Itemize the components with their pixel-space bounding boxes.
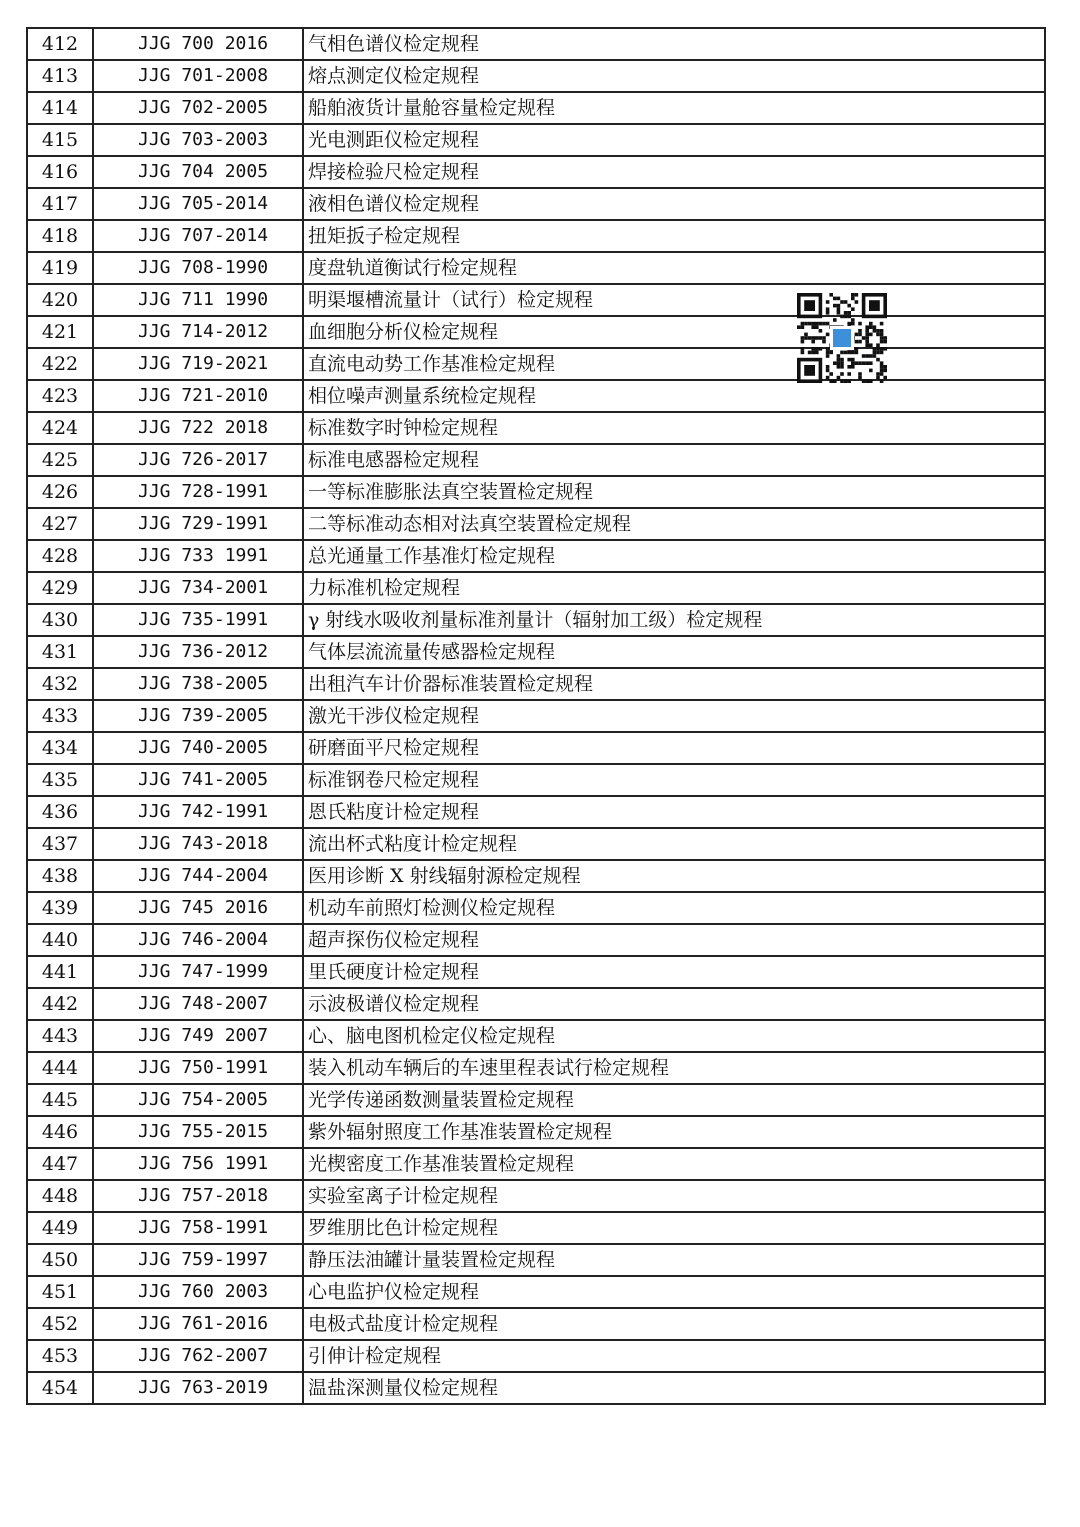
standard-title: 光电测距仪检定规程 [303, 124, 1045, 156]
row-number: 435 [27, 764, 93, 796]
table-row [27, 380, 1045, 412]
row-number: 445 [27, 1084, 93, 1116]
row-number: 439 [27, 892, 93, 924]
standard-title: 标准数字时钟检定规程 [303, 412, 1045, 444]
row-number: 454 [27, 1372, 93, 1404]
row-number: 443 [27, 1020, 93, 1052]
row-number: 447 [27, 1148, 93, 1180]
standard-title: 扭矩扳子检定规程 [303, 220, 1045, 252]
table-row [27, 1308, 1045, 1340]
standard-title: 电极式盐度计检定规程 [303, 1308, 1045, 1340]
row-number: 426 [27, 476, 93, 508]
row-number: 413 [27, 60, 93, 92]
standard-code: JJG 756 1991 [93, 1148, 303, 1180]
standard-title: 里氏硬度计检定规程 [303, 956, 1045, 988]
standard-title: 恩氏粘度计检定规程 [303, 796, 1045, 828]
row-number: 417 [27, 188, 93, 220]
standard-title: 机动车前照灯检测仪检定规程 [303, 892, 1045, 924]
standard-code: JJG 754-2005 [93, 1084, 303, 1116]
row-number: 432 [27, 668, 93, 700]
row-number: 437 [27, 828, 93, 860]
table-row [27, 412, 1045, 444]
standard-title: 气相色谱仪检定规程 [303, 28, 1045, 60]
row-number: 446 [27, 1116, 93, 1148]
standard-code: JJG 763-2019 [93, 1372, 303, 1404]
standard-code: JJG 739-2005 [93, 700, 303, 732]
table-row [27, 1180, 1045, 1212]
standard-title: 心电监护仪检定规程 [303, 1276, 1045, 1308]
table-row [27, 636, 1045, 668]
row-number: 419 [27, 252, 93, 284]
standard-code: JJG 742-1991 [93, 796, 303, 828]
table-row [27, 732, 1045, 764]
standard-code: JJG 728-1991 [93, 476, 303, 508]
standard-code: JJG 762-2007 [93, 1340, 303, 1372]
standard-code: JJG 704 2005 [93, 156, 303, 188]
standard-title: 装入机动车辆后的车速里程表试行检定规程 [303, 1052, 1045, 1084]
standard-title: 光楔密度工作基准装置检定规程 [303, 1148, 1045, 1180]
table-row [27, 124, 1045, 156]
table-row [27, 188, 1045, 220]
row-number: 444 [27, 1052, 93, 1084]
row-number: 431 [27, 636, 93, 668]
row-number: 449 [27, 1212, 93, 1244]
table-row [27, 956, 1045, 988]
row-number: 453 [27, 1340, 93, 1372]
table-row [27, 1148, 1045, 1180]
row-number: 416 [27, 156, 93, 188]
standard-title: 血细胞分析仪检定规程 [303, 316, 1045, 348]
standard-title: 光学传递函数测量装置检定规程 [303, 1084, 1045, 1116]
standard-code: JJG 701-2008 [93, 60, 303, 92]
row-number: 451 [27, 1276, 93, 1308]
standard-title: 熔点测定仪检定规程 [303, 60, 1045, 92]
standards-table [26, 27, 1046, 1405]
standard-code: JJG 747-1999 [93, 956, 303, 988]
standard-title: 二等标准动态相对法真空装置检定规程 [303, 508, 1045, 540]
standard-code: JJG 738-2005 [93, 668, 303, 700]
standard-code: JJG 743-2018 [93, 828, 303, 860]
standard-title: 示波极谱仪检定规程 [303, 988, 1045, 1020]
table-row [27, 700, 1045, 732]
standard-code: JJG 714-2012 [93, 316, 303, 348]
standard-code: JJG 758-1991 [93, 1212, 303, 1244]
row-number: 434 [27, 732, 93, 764]
standard-code: JJG 740-2005 [93, 732, 303, 764]
table-row [27, 508, 1045, 540]
standard-title: 相位噪声测量系统检定规程 [303, 380, 1045, 412]
table-row [27, 1340, 1045, 1372]
standard-code: JJG 750-1991 [93, 1052, 303, 1084]
row-number: 452 [27, 1308, 93, 1340]
table-row [27, 892, 1045, 924]
table-row [27, 220, 1045, 252]
row-number: 441 [27, 956, 93, 988]
table-row [27, 444, 1045, 476]
row-number: 420 [27, 284, 93, 316]
standard-title: 超声探伤仪检定规程 [303, 924, 1045, 956]
standard-code: JJG 749 2007 [93, 1020, 303, 1052]
table-row [27, 1020, 1045, 1052]
standard-title: 激光干涉仪检定规程 [303, 700, 1045, 732]
row-number: 450 [27, 1244, 93, 1276]
table-row [27, 828, 1045, 860]
standard-code: JJG 729-1991 [93, 508, 303, 540]
standard-title: 医用诊断 X 射线辐射源检定规程 [303, 860, 1045, 892]
standard-code: JJG 702-2005 [93, 92, 303, 124]
standard-title: 直流电动势工作基准检定规程 [303, 348, 1045, 380]
standard-code: JJG 705-2014 [93, 188, 303, 220]
standard-code: JJG 741-2005 [93, 764, 303, 796]
row-number: 424 [27, 412, 93, 444]
table-row [27, 764, 1045, 796]
standard-title: 船舶液货计量舱容量检定规程 [303, 92, 1045, 124]
standard-title: 心、脑电图机检定仪检定规程 [303, 1020, 1045, 1052]
standard-code: JJG 759-1997 [93, 1244, 303, 1276]
standard-title: 总光通量工作基准灯检定规程 [303, 540, 1045, 572]
row-number: 440 [27, 924, 93, 956]
row-number: 448 [27, 1180, 93, 1212]
standard-title: 焊接检验尺检定规程 [303, 156, 1045, 188]
table-row [27, 60, 1045, 92]
table-row [27, 1372, 1045, 1404]
standard-code: JJG 757-2018 [93, 1180, 303, 1212]
standard-title: 度盘轨道衡试行检定规程 [303, 252, 1045, 284]
table-row [27, 1052, 1045, 1084]
standard-code: JJG 735-1991 [93, 604, 303, 636]
standard-code: JJG 744-2004 [93, 860, 303, 892]
table-row [27, 1084, 1045, 1116]
standard-title: 流出杯式粘度计检定规程 [303, 828, 1045, 860]
standard-code: JJG 761-2016 [93, 1308, 303, 1340]
table-row [27, 604, 1045, 636]
table-row [27, 284, 1045, 316]
row-number: 427 [27, 508, 93, 540]
standard-code: JJG 711 1990 [93, 284, 303, 316]
table-row [27, 1276, 1045, 1308]
row-number: 414 [27, 92, 93, 124]
standard-title: 出租汽车计价器标准装置检定规程 [303, 668, 1045, 700]
standard-title: 标准电感器检定规程 [303, 444, 1045, 476]
standard-title: 一等标准膨胀法真空装置检定规程 [303, 476, 1045, 508]
qr-code-icon [797, 293, 887, 383]
standard-title: 引伸计检定规程 [303, 1340, 1045, 1372]
table-row [27, 348, 1045, 380]
table-row [27, 668, 1045, 700]
standard-code: JJG 755-2015 [93, 1116, 303, 1148]
row-number: 422 [27, 348, 93, 380]
row-number: 438 [27, 860, 93, 892]
standard-title: 标准钢卷尺检定规程 [303, 764, 1045, 796]
standard-code: JJG 734-2001 [93, 572, 303, 604]
standard-title: 研磨面平尺检定规程 [303, 732, 1045, 764]
row-number: 429 [27, 572, 93, 604]
row-number: 425 [27, 444, 93, 476]
table-row [27, 540, 1045, 572]
standard-title: 罗维朋比色计检定规程 [303, 1212, 1045, 1244]
standard-code: JJG 760 2003 [93, 1276, 303, 1308]
row-number: 415 [27, 124, 93, 156]
standard-title: 温盐深测量仪检定规程 [303, 1372, 1045, 1404]
table-row [27, 860, 1045, 892]
table-row [27, 156, 1045, 188]
row-number: 423 [27, 380, 93, 412]
table-row [27, 252, 1045, 284]
standard-code: JJG 700 2016 [93, 28, 303, 60]
table-row [27, 1212, 1045, 1244]
standard-code: JJG 745 2016 [93, 892, 303, 924]
table-row [27, 988, 1045, 1020]
table-row [27, 796, 1045, 828]
standard-title: 液相色谱仪检定规程 [303, 188, 1045, 220]
table-row [27, 476, 1045, 508]
standard-title: 力标准机检定规程 [303, 572, 1045, 604]
table-row [27, 28, 1045, 60]
row-number: 442 [27, 988, 93, 1020]
standard-code: JJG 721-2010 [93, 380, 303, 412]
row-number: 433 [27, 700, 93, 732]
standard-title: γ 射线水吸收剂量标准剂量计（辐射加工级）检定规程 [303, 604, 1045, 636]
standard-title: 气体层流流量传感器检定规程 [303, 636, 1045, 668]
standard-code: JJG 733 1991 [93, 540, 303, 572]
row-number: 430 [27, 604, 93, 636]
standard-title: 实验室离子计检定规程 [303, 1180, 1045, 1212]
table-body [27, 28, 1045, 1404]
standard-code: JJG 736-2012 [93, 636, 303, 668]
table-row [27, 316, 1045, 348]
standard-code: JJG 708-1990 [93, 252, 303, 284]
standard-code: JJG 707-2014 [93, 220, 303, 252]
table-row [27, 1116, 1045, 1148]
table-row [27, 924, 1045, 956]
standard-code: JJG 746-2004 [93, 924, 303, 956]
row-number: 436 [27, 796, 93, 828]
standard-title: 紫外辐射照度工作基准装置检定规程 [303, 1116, 1045, 1148]
standard-code: JJG 722 2018 [93, 412, 303, 444]
standard-code: JJG 726-2017 [93, 444, 303, 476]
row-number: 428 [27, 540, 93, 572]
table-row [27, 92, 1045, 124]
row-number: 421 [27, 316, 93, 348]
table-row [27, 1244, 1045, 1276]
standard-title: 静压法油罐计量装置检定规程 [303, 1244, 1045, 1276]
row-number: 418 [27, 220, 93, 252]
standard-code: JJG 703-2003 [93, 124, 303, 156]
row-number: 412 [27, 28, 93, 60]
standard-code: JJG 748-2007 [93, 988, 303, 1020]
standard-code: JJG 719-2021 [93, 348, 303, 380]
table-row [27, 572, 1045, 604]
standard-title: 明渠堰槽流量计（试行）检定规程 [303, 284, 1045, 316]
